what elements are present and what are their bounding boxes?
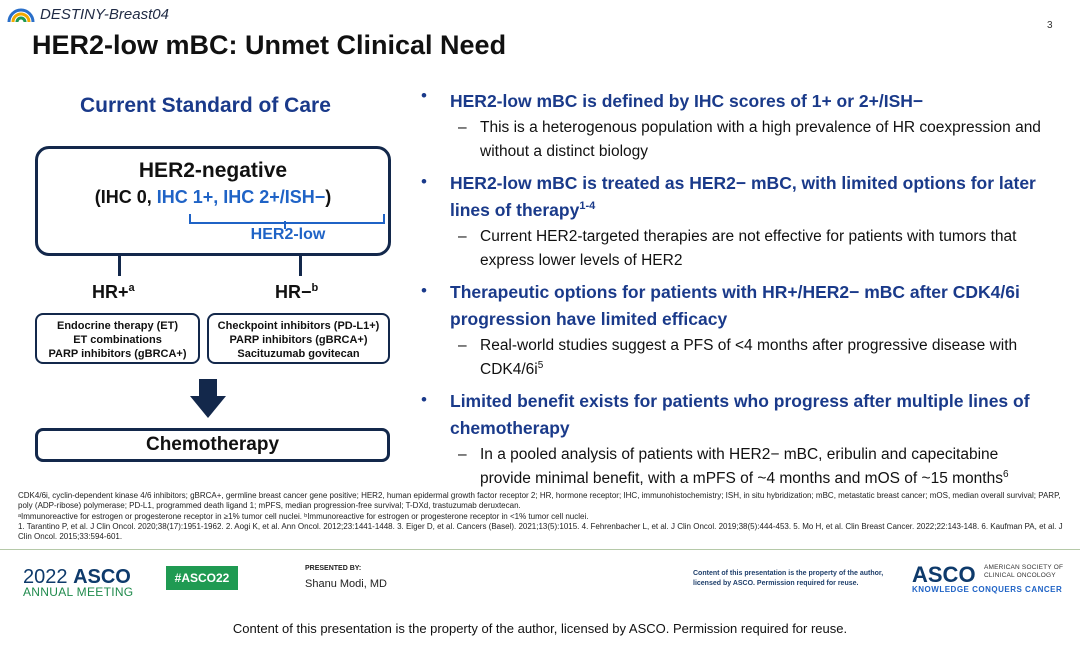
bullet-dot-icon: • — [421, 280, 427, 300]
hr-negative-therapies-box — [207, 313, 390, 364]
bullet-item — [418, 390, 1048, 489]
hr-positive-label — [92, 282, 135, 303]
list-item: ET combinations — [73, 334, 162, 346]
her2-negative-box — [35, 146, 391, 256]
footer-divider — [0, 549, 1080, 550]
bullet-text: HER2-low mBC is defined by IHC scores of 1+ or 2+/ISH− — [450, 90, 924, 111]
her2-low-label: HER2-low — [250, 226, 326, 243]
list-item: Endocrine therapy (ET) — [56, 320, 179, 332]
bullet-dot-icon: • — [421, 171, 427, 191]
standard-of-care-heading: Current Standard of Care — [80, 94, 331, 117]
bullet-text: Limited benefit exists for patients who progress after multiple lines of chemotherapy — [450, 390, 1030, 438]
ihc-low-scores: IHC 1+, IHC 2+/ISH− — [156, 187, 326, 207]
bullet-item — [418, 86, 1048, 162]
abbreviations: CDK4/6i, cyclin-dependent kinase 4/6 inhibitors; gBRCA+, germline breast cancer gene positive; HER2, human epidermal growth factor receptor 2; HR, hormone receptor; IHC, immunohistochemistry; ISH, in situ hybridization; mBC, metastatic breast cancer; mOS, median overall survival; PARP, poly (ADP-ribose) polymerase; PD-L1, programmed death ligand 1; mPFS, median progression-free survival; T-DXd, trastuzumab deruxtecan. — [18, 491, 1061, 511]
hr-positive-text: HR+ — [92, 282, 129, 302]
hr-negative-text: HR− — [275, 282, 312, 302]
down-arrow-icon — [199, 379, 217, 397]
trial-name: DESTINY-Breast04 — [40, 6, 169, 23]
bullet-item — [418, 172, 1048, 271]
presenter-name: Shanu Modi, MD — [305, 578, 387, 590]
list-item: PARP inhibitors (gBRCA+) — [48, 348, 187, 360]
annual-meeting-label: ANNUAL MEETING — [23, 585, 134, 599]
sub-bullet: – Real-world studies suggest a PFS of <4 months after progressive disease with $CDK4/6i^5$ — [458, 336, 1018, 378]
society-name: AMERICAN SOCIETY OF CLINICAL ONCOLOGY — [984, 564, 1064, 579]
bottom-copyright-note: Content of this presentation is the property of the author, licensed by ASCO. Permission required for reuse. — [232, 621, 848, 636]
slide-title: HER2-low mBC: Unmet Clinical Need — [32, 30, 507, 60]
list-item: PARP inhibitors (gBRCA+) — [229, 334, 368, 346]
down-arrow-head — [190, 396, 226, 418]
page-number: 3 — [1047, 20, 1053, 31]
bullet-item — [418, 281, 1048, 380]
bullet-dot-icon: • — [421, 86, 427, 105]
asco-society-logo: ASCO — [912, 562, 976, 587]
hr-negative-footnote: b — [311, 282, 319, 294]
destiny-arc-logo-icon — [6, 4, 36, 24]
sub-bullet: – Current HER2-targeted therapies are not effective for patients with tumors that express lower levels of HER2 — [458, 227, 1017, 269]
sub-bullet: – This is a heterogenous population with a high prevalence of HR coexpression and without a distinct biology — [458, 118, 1041, 160]
connector-line-hr-pos — [118, 256, 121, 276]
list-item: Sacituzumab govitecan — [237, 348, 360, 360]
references: 1. Tarantino P, et al. J Clin Oncol. 2020;38(17):1951-1962. 2. Aogi K, et al. Ann Oncol. 2012;23:1441-1448. 3. Eiger D, et al. Cancers (Basel). 2021;13(5):1015. 4. Fehrenbacher L, et al. J Clin Oncol. 2019;38(5):444-453. 5. Mo H, et al. Clin Breast Cancer. 2022;22:143-148. 6. Kaufman PA, et al. J Clin Oncol. 2015;33:594-601. — [18, 521, 1063, 542]
hr-negative-label — [275, 282, 318, 303]
ihc-scores-line — [38, 187, 388, 208]
hr-positive-footnote: a — [128, 282, 135, 294]
footnotes — [18, 491, 1068, 542]
bullet-text: HER2-low mBC is treated as HER2− mBC, with limited options for later lines of therapy$^{1-4}$ — [450, 172, 1036, 220]
list-item: Checkpoint inhibitors (PD-L1+) — [217, 320, 380, 332]
connector-line-hr-neg — [299, 256, 302, 276]
ihc-suffix: ) — [325, 187, 332, 207]
bullet-dot-icon: • — [421, 389, 427, 409]
asco-tagline: KNOWLEDGE CONQUERS CANCER — [912, 585, 1063, 594]
bullet-text: Therapeutic options for patients with HR+/HER2− mBC after CDK4/6i progression have limited efficacy — [450, 281, 1020, 329]
chemotherapy-box: Chemotherapy — [35, 428, 390, 462]
superscript-notes: ᵃImmunoreactive for estrogen or progesterone receptor in ≥1% tumor cell nuclei. ᵇImmunoreactive for estrogen or progesterone receptor in <1% tumor cell nuclei. — [18, 511, 589, 521]
meeting-asco: ASCO — [73, 566, 131, 588]
bullet-list — [418, 86, 1048, 499]
hr-positive-therapies-box — [35, 313, 200, 364]
sub-bullet: – In a pooled analysis of patients with HER2− mBC, eribulin and capecitabine provide minimal benefit, with a mPFS of ~4 months and mOS of ~15 months$^6$ — [458, 445, 1009, 487]
her2-low-bracket — [189, 214, 385, 224]
her2-negative-title: HER2-negative — [138, 159, 288, 182]
hashtag-badge: #ASCO22 — [166, 566, 238, 590]
ihc-prefix: (IHC 0, — [94, 187, 157, 207]
presented-by-label: PRESENTED BY: — [305, 565, 362, 572]
footer-content-note: Content of this presentation is the property of the author, licensed by ASCO. Permission required for reuse. — [693, 570, 884, 587]
meeting-year: 2022 — [23, 566, 68, 588]
